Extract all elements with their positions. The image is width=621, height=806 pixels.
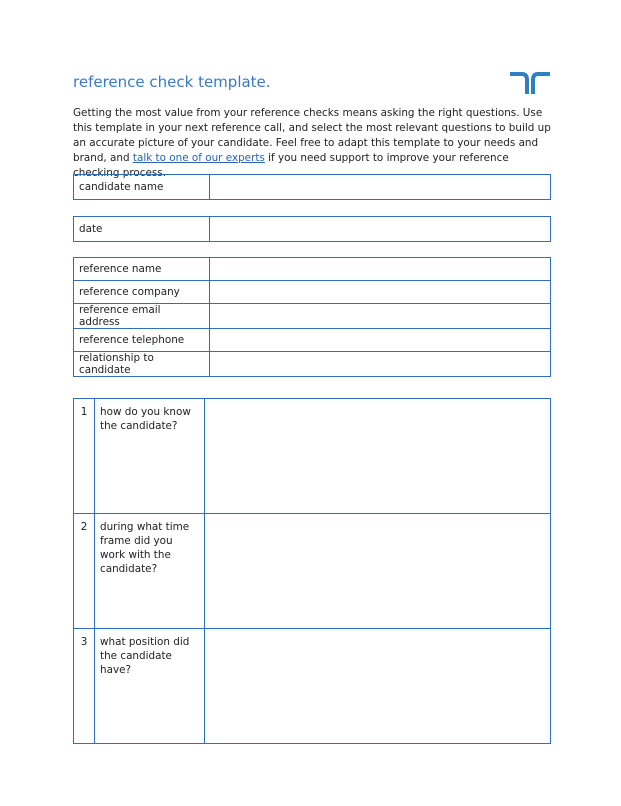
question-row [74, 514, 551, 629]
reference-telephone-field[interactable] [210, 329, 551, 352]
question-row [74, 399, 551, 514]
answer-field[interactable] [205, 629, 551, 744]
intro-text-end: if you need support to improve your reference checking process. [73, 152, 509, 179]
page-title: reference check template. [73, 73, 271, 91]
intro-text-start: Getting the most value from your reference checks means asking the right questions. Use this template in your next reference call, and select the most relevant questions to build up an accurate picture of your candidate. Feel free to adapt this template to your needs and brand, and [73, 107, 551, 164]
randstad-logo-icon [510, 72, 550, 94]
reference-company-label: reference company [74, 281, 210, 304]
table-row [74, 352, 551, 377]
talk-to-expert-link[interactable]: talk to one of our experts [132, 152, 265, 164]
table-row [74, 258, 551, 281]
question-row [74, 629, 551, 744]
reference-table [73, 257, 551, 377]
question-text: during what time frame did you work with the candidate? [95, 514, 205, 629]
reference-company-field[interactable] [210, 281, 551, 304]
table-row [74, 175, 551, 200]
reference-email-field[interactable] [210, 304, 551, 329]
reference-name-field[interactable] [210, 258, 551, 281]
candidate-name-label: candidate name [74, 175, 210, 200]
candidate-name-field[interactable] [210, 175, 551, 200]
question-number: 2 [74, 514, 95, 629]
table-row [74, 304, 551, 329]
answer-field[interactable] [205, 514, 551, 629]
question-number: 3 [74, 629, 95, 744]
question-number: 1 [74, 399, 95, 514]
date-label: date [74, 217, 210, 242]
questions-table [73, 398, 551, 744]
intro-paragraph [73, 106, 553, 181]
question-text: how do you know the candidate? [95, 399, 205, 514]
table-row [74, 329, 551, 352]
date-table [73, 216, 551, 242]
table-row [74, 217, 551, 242]
table-row [74, 281, 551, 304]
reference-telephone-label: reference telephone [74, 329, 210, 352]
reference-name-label: reference name [74, 258, 210, 281]
reference-email-label: reference email address [74, 304, 210, 329]
answer-field[interactable] [205, 399, 551, 514]
candidate-table [73, 174, 551, 200]
question-text: what position did the candidate have? [95, 629, 205, 744]
relationship-field[interactable] [210, 352, 551, 377]
relationship-label: relationship to candidate [74, 352, 210, 377]
date-field[interactable] [210, 217, 551, 242]
